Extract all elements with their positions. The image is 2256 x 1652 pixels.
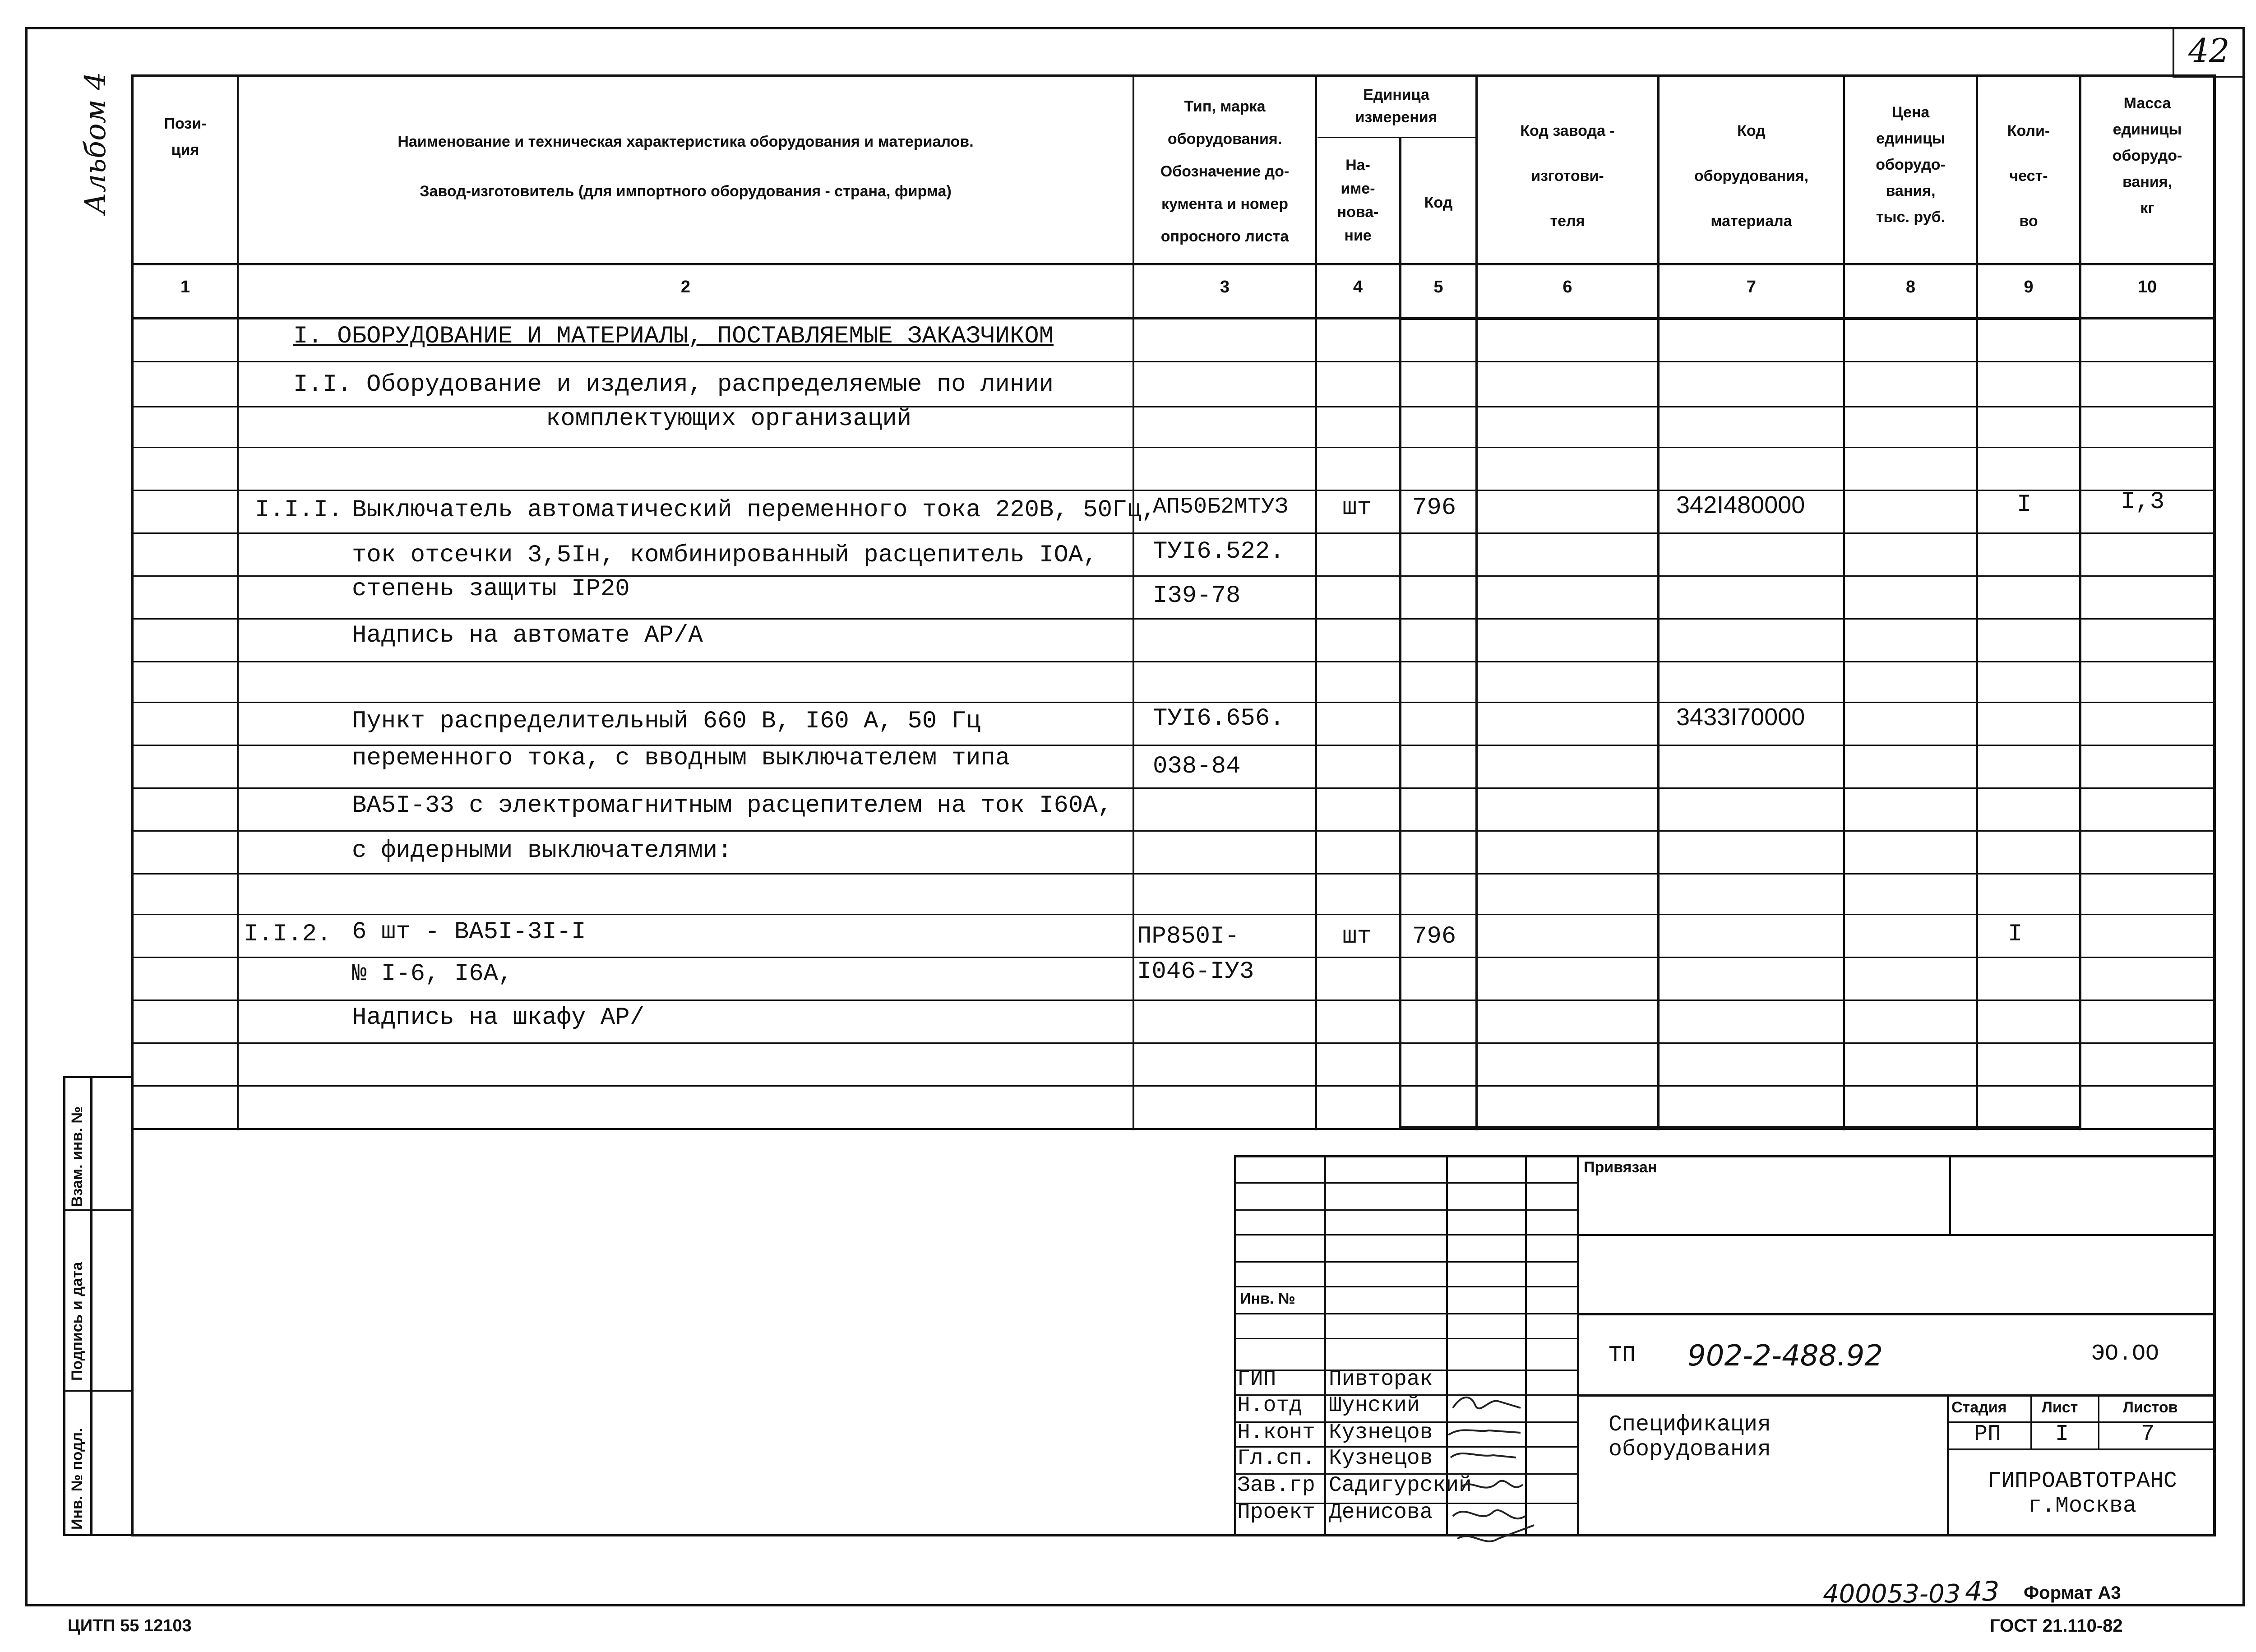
item-type-cont: I046-IУ3 [1137,958,1254,986]
doc-number: 902-2-488.92 [1687,1339,1883,1373]
sheet-value: I [2055,1421,2069,1447]
table-bottom [131,1534,2215,1536]
item-equipment-code: 342I480000 [1676,491,1805,518]
item-unit-code: 796 [1412,923,1456,950]
item-unit-name: шт [1342,923,1372,950]
doc-title: Спецификация оборудования [1609,1412,1771,1462]
staff-name: Пивторак [1329,1367,1433,1392]
sheet-number: 42 [2188,32,2230,69]
item-type: ПР850I- [1137,923,1239,950]
column-number: 6 [1563,278,1572,296]
column-number: 10 [2137,278,2157,296]
staff-name: Кузнецов [1329,1446,1433,1471]
staff-name: Шунский [1329,1393,1420,1418]
item-type-cont: 038-84 [1153,753,1241,780]
header-price: Цена единицы оборудо- вания, тыс. руб. [1876,104,1946,226]
staff-role: Проект [1237,1500,1315,1525]
stage-label: Стадия [1951,1399,2007,1416]
staff-role: Гл.сп. [1237,1446,1315,1471]
organization: ГИПРОАВТОТРАНС г.Москва [1987,1468,2177,1519]
header-factory-code: Код завода - изготови- теля [1520,122,1615,230]
column-number: 7 [1746,278,1757,296]
privyazan-label: Привязан [1584,1159,1657,1176]
item-name-cont: с фидерными выключателями: [352,837,732,865]
item-equipment-code: 3433I70000 [1676,703,1805,731]
item-type-cont: ТУI6.522. [1153,538,1285,565]
item-name-cont: ток отсечки 3,5Iн, комбинированный расцепитель IOA, [352,541,1098,569]
column-number: 8 [1905,278,1916,296]
item-name-cont: переменного тока, с вводным выключателем типа [352,745,1010,772]
item-quantity: I [2008,921,2023,948]
doc-code: ТП [1609,1342,1636,1368]
header-mass: Масса единицы оборудо- вания, кг [2112,95,2182,217]
item-name: Выключатель автоматический переменного тока 220В, 50Гц, [352,496,1156,524]
column-number: 1 [180,278,190,296]
section-code: ЭО.ОО [2091,1341,2159,1367]
item-name: Пункт распределительный 660 В, I60 А, 50 Гц [352,708,981,735]
item-name: 6 шт - ВА5I-3I-I [352,918,586,946]
item-label-note: Надпись на автомате АР/А [352,622,703,649]
header-unit-group: Единица измерения [1355,86,1438,126]
column-number: 5 [1433,278,1443,296]
frame-left [25,27,28,1606]
frame-right [2242,27,2245,1606]
column-number: 2 [680,278,691,296]
stamp-vzam-inv: Взам. инв. № [69,1106,86,1207]
table-top [131,74,2215,77]
column-number: 3 [1220,278,1230,296]
sheets-value: 7 [2141,1421,2155,1447]
item-position: I.I.I. [255,496,343,524]
header-unit-code: Код [1424,194,1453,211]
item-position: I.I.2. [244,921,332,948]
column-number: 9 [2024,278,2034,296]
album-label: Альбом 4 [79,72,112,214]
staff-name: Кузнецов [1329,1421,1433,1445]
archive-sheet: 43 [1965,1576,2000,1607]
item-unit-code: 796 [1412,494,1456,522]
staff-name: Садигурский [1329,1473,1472,1498]
header-equipment-code: Код оборудования, материала [1694,122,1809,230]
sheets-label: Листов [2123,1399,2178,1416]
header-type: Тип, марка оборудования. Обозначение до- кумента и номер опросного листа [1160,98,1290,245]
header-name-line2: Завод-изготовитель (для импортного оборудования - страна, фирма) [420,183,952,200]
subsection-title-cont: комплектующих организаций [546,405,912,433]
subsection-title: I.I. Оборудование и изделия, распределяемые по линии [293,371,1054,398]
stamp-inv-podl: Инв. № подл. [69,1428,86,1530]
header-name-line1: Наименование и техническая характеристика оборудования и материалов. [398,133,974,150]
frame-top [25,27,2245,29]
column-number: 4 [1353,278,1363,296]
staff-role: Зав.гр [1237,1473,1315,1498]
sheet-label: Лист [2042,1399,2078,1416]
stamp-signature-date: Подпись и дата [69,1262,86,1381]
staff-role: Н.отд [1237,1393,1303,1418]
stage-value: РП [1974,1421,2002,1447]
item-label-note: Надпись на шкафу АР/ [352,1004,645,1032]
staff-name: Денисова [1329,1500,1433,1525]
item-name-cont: степень защиты IP20 [352,575,630,603]
item-unit-name: шт [1342,494,1372,522]
staff-role: Н.конт [1237,1421,1315,1445]
item-mass: I,3 [2121,488,2165,516]
staff-role: ГИП [1237,1367,1276,1392]
section-title: I. ОБОРУДОВАНИЕ И МАТЕРИАЛЫ, ПОСТАВЛЯЕМЫЕ ЗАКАЗЧИКОМ [293,323,1054,350]
item-quantity: I [2017,491,2032,518]
header-quantity: Коли- чест- во [2007,122,2050,230]
gost-label: ГОСТ 21.110-82 [1990,1616,2123,1636]
item-type: ТУI6.656. [1153,705,1285,732]
item-name-cont: № I-6, I6A, [352,960,513,988]
header-unit-name: На- име- нова- ние [1337,157,1379,244]
item-name-cont: ВА5I-33 с электромагнитным расцепителем на ток I60А, [352,792,1113,819]
item-type: АП50Б2МТУЗ [1153,494,1289,520]
inv-number-label: Инв. № [1240,1290,1295,1307]
citp-label: ЦИТП 55 12103 [68,1616,192,1635]
item-type-cont: I39-78 [1153,582,1241,610]
table-right [2213,74,2216,1536]
signature-marks [1444,1390,1552,1557]
header-position: Пози- ция [164,115,207,158]
format-label: Формат А3 [2024,1583,2121,1603]
archive-number: 400053-03 [1823,1579,1961,1609]
